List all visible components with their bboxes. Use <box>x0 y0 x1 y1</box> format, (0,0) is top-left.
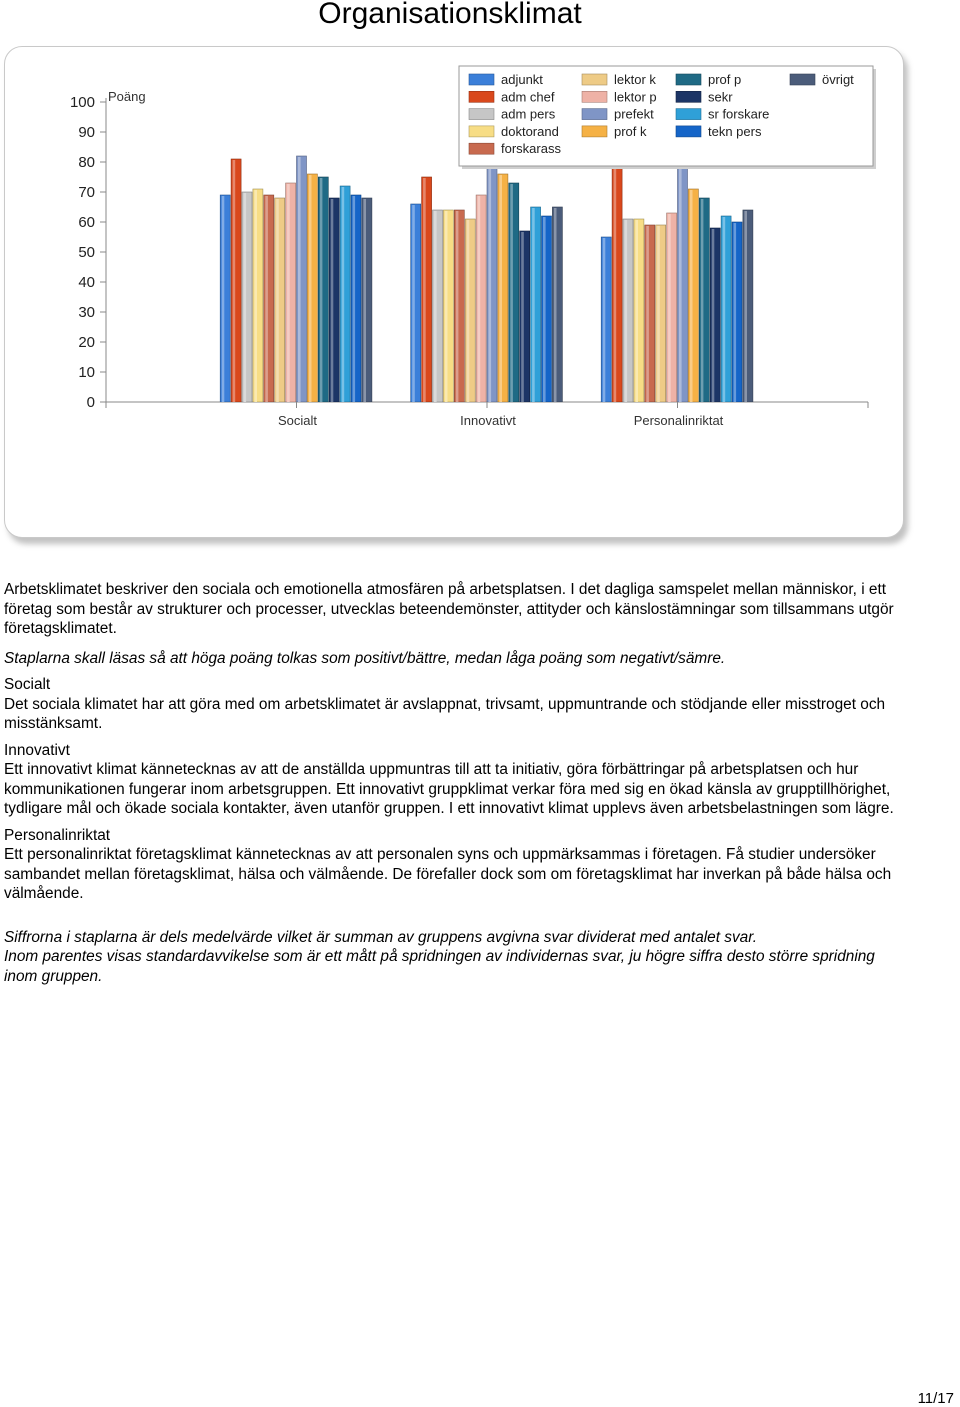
bar-highlight <box>363 199 366 402</box>
bar-highlight <box>222 196 225 402</box>
legend-swatch <box>469 109 494 120</box>
bar-highlight <box>657 226 660 402</box>
legend-label: sekr <box>708 89 733 105</box>
legend-swatch <box>676 126 701 137</box>
legend-swatch <box>676 109 701 120</box>
bar-highlight <box>543 217 546 402</box>
section-heading-socialt: Socialt <box>4 676 51 693</box>
bar-highlight <box>423 178 426 402</box>
bar-highlight <box>554 208 557 402</box>
bar-highlight <box>467 220 470 402</box>
legend-label: sr forskare <box>708 106 770 122</box>
legend-swatch <box>582 74 607 85</box>
legend-label: doktorand <box>501 123 559 139</box>
legend-label: övrigt <box>822 72 854 87</box>
y-tick-label: 50 <box>78 244 95 261</box>
legend-swatch <box>676 91 701 102</box>
bar-highlight <box>532 208 535 402</box>
bar-highlight <box>412 205 415 402</box>
bar-highlight <box>434 211 437 402</box>
section-heading-innovativt: Innovativt <box>4 741 70 759</box>
legend-label: forskarass <box>501 141 561 157</box>
bars-group <box>220 156 753 402</box>
y-tick-label: 60 <box>78 214 95 231</box>
bar-highlight <box>625 220 628 402</box>
section-body-socialt: Det sociala klimatet har att göra med om arbetsklimatet är avslappnat, trivsamt, uppmuntrande och stödjande eller misstroget och misstänksamt. <box>4 695 886 732</box>
legend-swatch <box>676 74 701 85</box>
bar-chart <box>0 0 960 560</box>
footnote-std: Inom parentes visas standardavvikelse som är ett mått på spridningen av individernas svar, ju högre siffra desto större spridning inom gruppen. <box>4 948 875 985</box>
legend-swatch <box>469 143 494 154</box>
bar-highlight <box>712 229 715 402</box>
y-tick-label: 80 <box>78 154 95 171</box>
bar-highlight <box>254 190 257 402</box>
legend-swatch <box>469 74 494 85</box>
bar-highlight <box>265 196 268 402</box>
legend-swatch <box>790 74 815 85</box>
bar-highlight <box>614 163 617 402</box>
bar-highlight <box>320 178 323 402</box>
bar-highlight <box>668 214 671 402</box>
legend-swatch <box>582 91 607 102</box>
bar-highlight <box>331 199 334 402</box>
legend-label: lektor k <box>614 72 656 87</box>
bar-highlight <box>244 193 247 402</box>
bar-highlight <box>635 220 638 402</box>
y-tick-label: 0 <box>86 394 95 411</box>
y-axis-title: Poäng <box>108 89 146 104</box>
legend-swatch <box>469 91 494 102</box>
y-tick-label: 30 <box>78 304 95 321</box>
bar-highlight <box>342 187 345 402</box>
bar-highlight <box>353 196 356 402</box>
legend-label: adm pers <box>501 106 556 122</box>
bar-highlight <box>309 175 312 402</box>
section-body-personalinriktat: Ett personalinriktat företagsklimat kännetecknas av att personalen syns och uppmärksammas i företagen. Få studier undersöker sambandet mellan företagsklimat, hälsa och välmående. De förefaller dock som om företagsklimat har inverkan på både hälsa och välmående. <box>4 846 892 902</box>
x-tick-label: Socialt <box>277 413 318 428</box>
legend-label: prof k <box>614 123 647 139</box>
bar-highlight <box>734 223 737 402</box>
bar-highlight <box>679 163 682 402</box>
y-tick-label: 90 <box>78 124 95 141</box>
legend-label: lektor p <box>614 89 657 105</box>
section-body-innovativt: Ett innovativt klimat kännetecknas av att de anställda uppmuntras till att ta initiativ, göra förbättringar på arbetsplatsen och hur kommunikationen fungerar inom arbetsgruppen. Ett innovativt gruppklimat verkar föra med sig en ökad känsla av grupptillhörighet, tydligare mål och ökade sociala kontakter, även utanför gruppen. I ett innovativt klimat upplevs även arbetsbelastningen som lägre. <box>4 761 894 817</box>
legend-swatch <box>582 109 607 120</box>
bar-highlight <box>276 199 279 402</box>
legend-label: prefekt <box>614 106 654 122</box>
y-tick-label: 20 <box>78 334 95 351</box>
section-heading-personalinriktat: Personalinriktat <box>4 826 111 844</box>
bar-highlight <box>499 175 502 402</box>
bar-highlight <box>521 232 524 402</box>
legend-label: adm chef <box>501 89 555 105</box>
x-tick-label: Personalinriktat <box>633 413 724 428</box>
legend-swatch <box>582 126 607 137</box>
bar-highlight <box>701 199 704 402</box>
text-content <box>4 580 904 986</box>
legend-swatch <box>469 126 494 137</box>
y-tick-label: 40 <box>78 274 95 291</box>
x-tick-label: Innovativt <box>460 413 516 428</box>
bar-highlight <box>298 157 301 402</box>
bar-highlight <box>489 163 492 402</box>
bar-highlight <box>478 196 481 402</box>
intro-paragraph: Arbetsklimatet beskriver den sociala och emotionella atmosfären på arbetsplatsen. I det dagliga samspelet mellan människor, i ett företag som består av strukturer och processer, utvecklas beteendemönster, attityder och känslostämningar som tillsammans utgör företagsklimatet. <box>4 581 894 637</box>
legend-label: prof p <box>708 72 742 87</box>
bar-highlight <box>287 184 290 402</box>
bar-highlight <box>690 190 693 402</box>
footnote-mean: Siffrorna i staplarna är dels medelvärde vilket är summan av gruppens avgivna svar dividerat med antalet svar. <box>4 928 758 946</box>
y-tick-label: 70 <box>78 184 95 201</box>
y-tick-label: 100 <box>69 94 95 111</box>
legend-label: tekn pers <box>708 123 762 139</box>
legend-label: adjunkt <box>501 72 543 87</box>
bar-highlight <box>456 211 459 402</box>
bar-highlight <box>445 211 448 402</box>
page-title: Organisationsklimat <box>318 0 582 30</box>
bar-highlight <box>723 217 726 402</box>
bar-highlight <box>646 226 649 402</box>
bar-highlight <box>510 184 513 402</box>
page-number: 11/17 <box>917 1390 954 1407</box>
reading-note: Staplarna skall läsas så att höga poäng tolkas som positivt/bättre, medan låga poäng som negativt/sämre. <box>4 649 726 667</box>
bar-highlight <box>603 238 606 402</box>
y-tick-label: 10 <box>78 364 95 381</box>
bar-highlight <box>233 160 236 402</box>
bar-highlight <box>744 211 747 402</box>
